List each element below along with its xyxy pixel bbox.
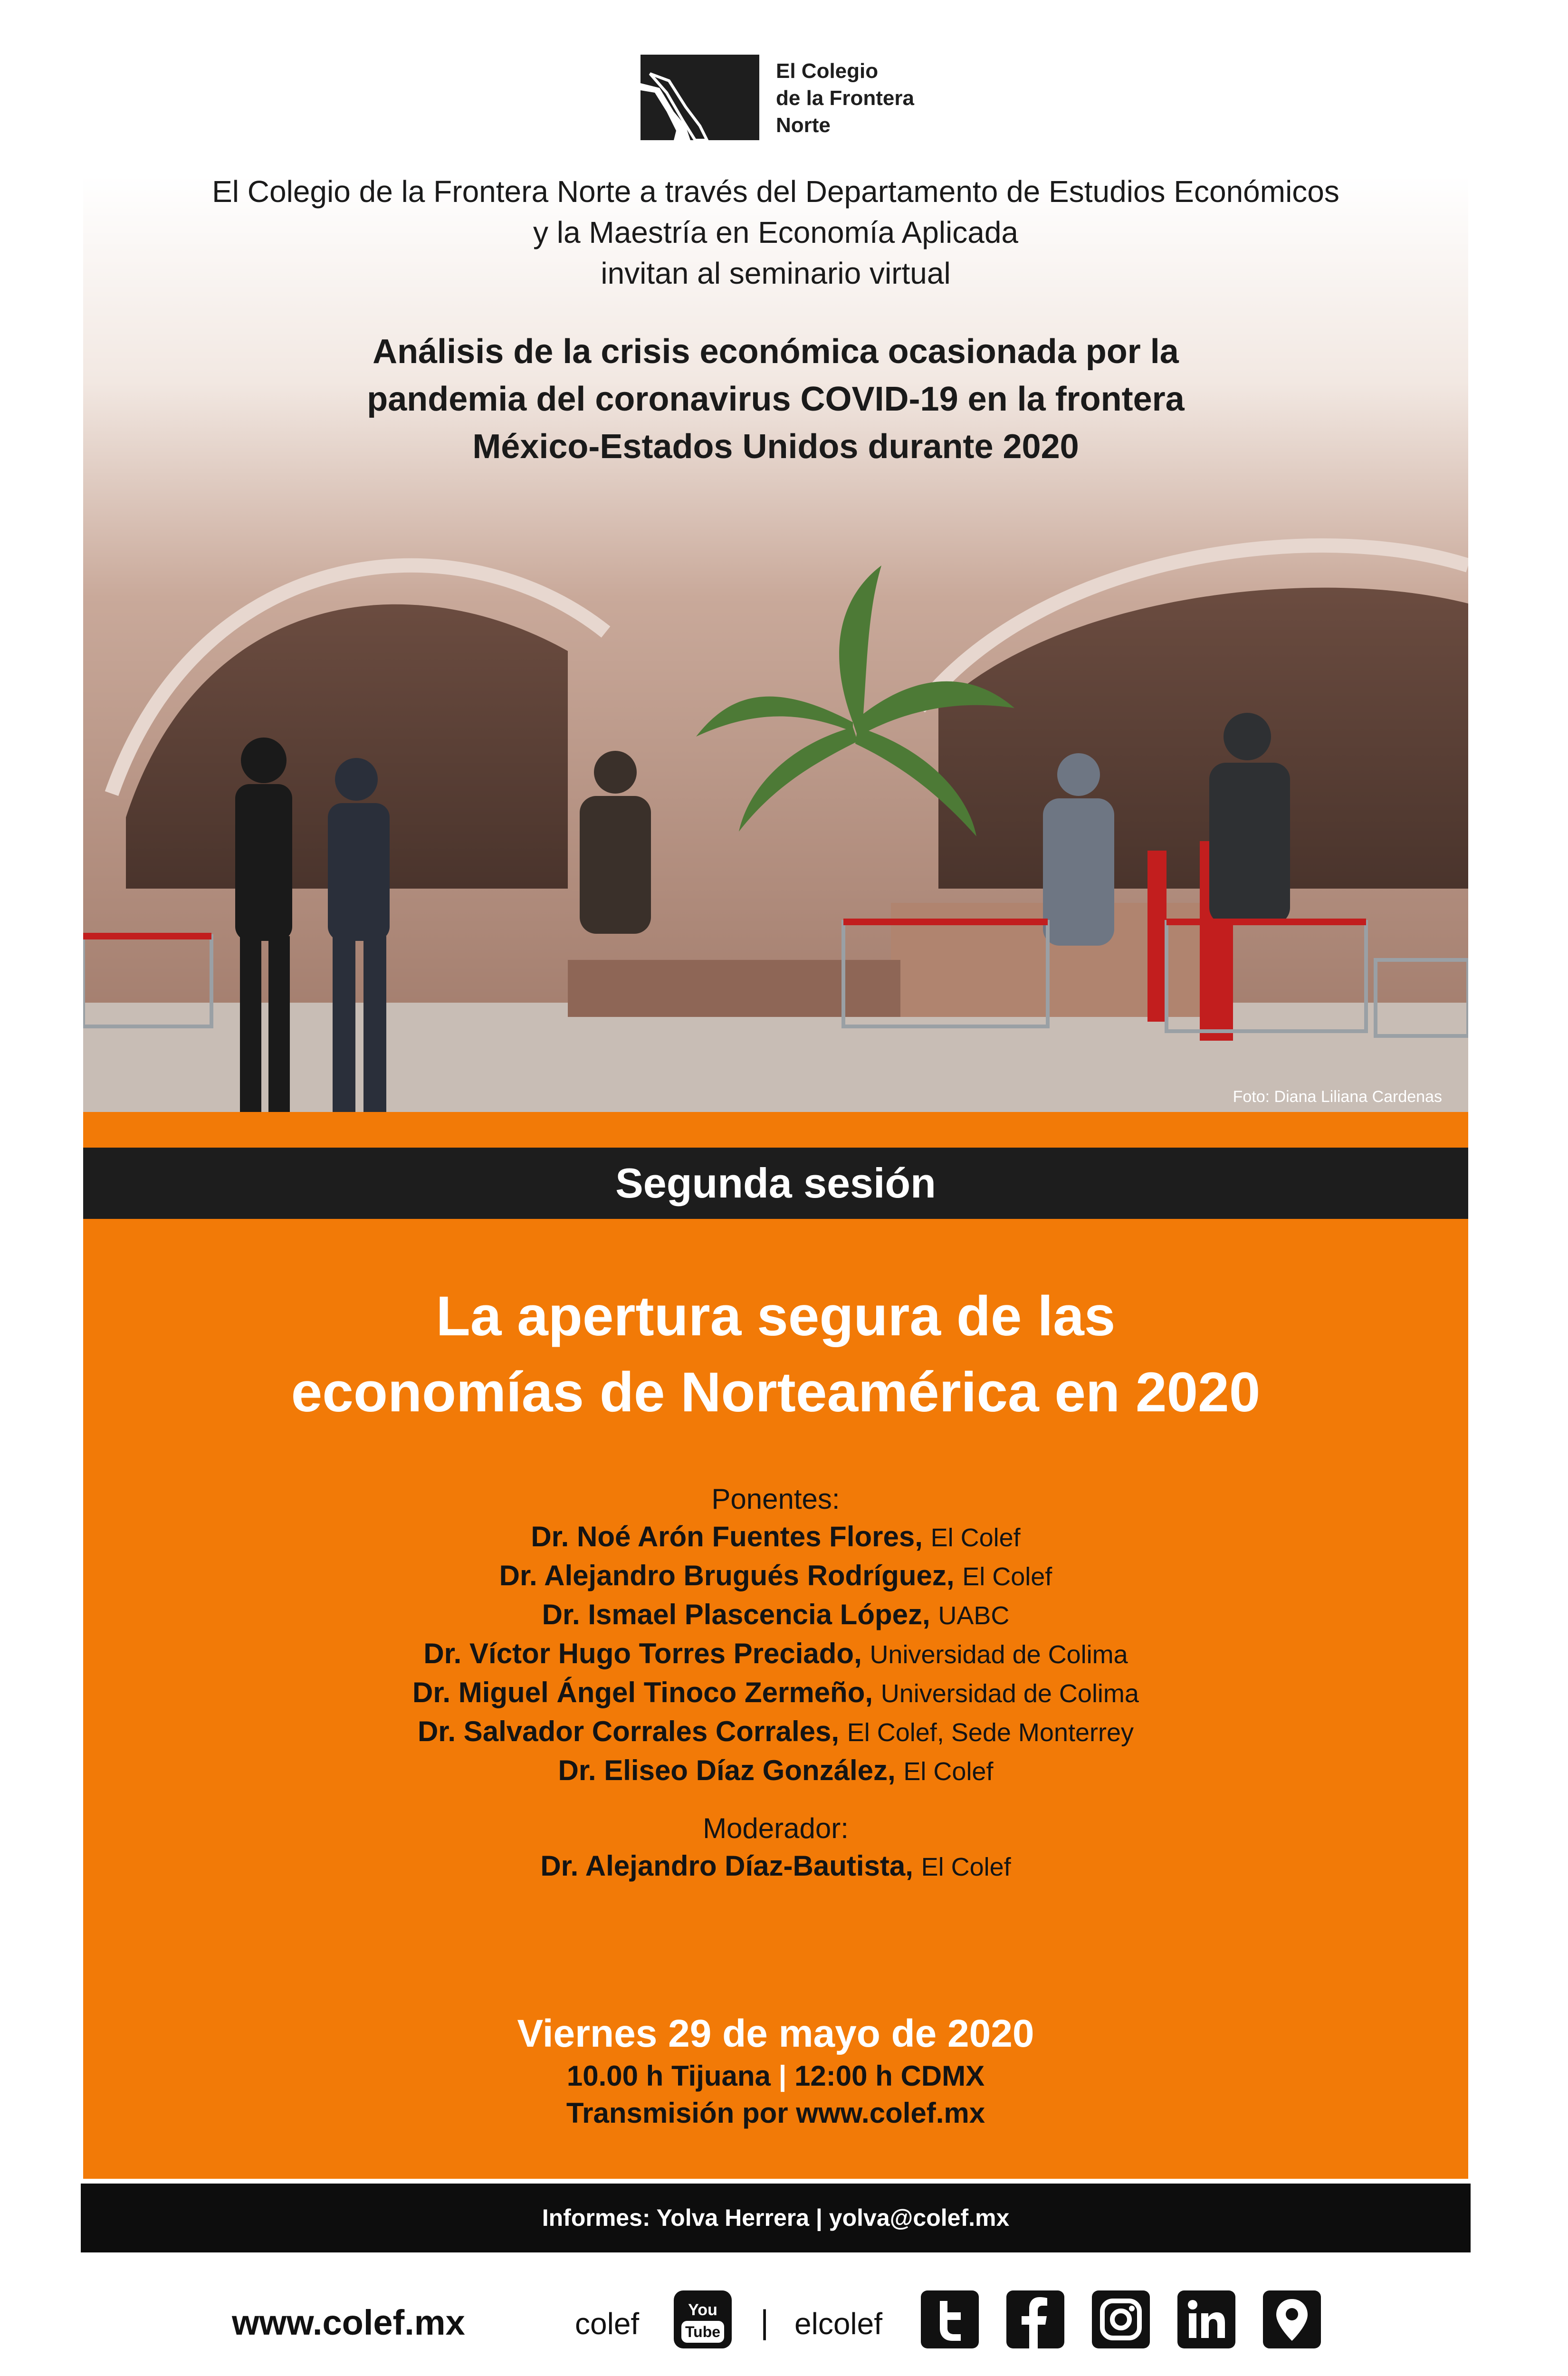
intro-text	[83, 171, 1468, 294]
footer-separator: |	[760, 2303, 769, 2340]
speaker-name: Dr. Ismael Plascencia López,	[542, 1599, 930, 1630]
intro-line-2: y la Maestría en Economía Aplicada	[533, 215, 1018, 249]
speaker-name: Dr. Noé Arón Fuentes Flores,	[531, 1521, 923, 1552]
logo-line-1: El Colegio	[776, 59, 879, 83]
youtube-icon-text-top: You	[688, 2301, 717, 2319]
speaker-row	[83, 1596, 1468, 1635]
speaker-row	[83, 1557, 1468, 1596]
speaker-name: Dr. Alejandro Brugués Rodríguez,	[499, 1560, 955, 1591]
location-pin-icon[interactable]	[1263, 2290, 1321, 2348]
speaker-row	[83, 1713, 1468, 1752]
speakers-list	[83, 1480, 1468, 1886]
speaker-name: Dr. Miguel Ángel Tinoco Zermeño,	[412, 1677, 873, 1708]
event-stream: Transmisión por www.colef.mx	[566, 2097, 985, 2129]
colef-logo	[641, 55, 926, 143]
info-contact: Informes: Yolva Herrera | yolva@colef.mx	[542, 2204, 1010, 2231]
seminar-title-line-3: México-Estados Unidos durante 2020	[472, 428, 1079, 466]
time-tijuana: 10.00 h Tijuana	[566, 2060, 771, 2092]
speaker-row	[83, 1518, 1468, 1557]
youtube-icon-text-bottom: Tube	[685, 2323, 721, 2340]
session-title-line-1: La apertura segura de las	[436, 1285, 1116, 1348]
colef-logo-text	[776, 57, 914, 139]
logo-line-3: Norte	[776, 114, 831, 137]
speaker-row	[83, 1635, 1468, 1674]
speaker-name: Dr. Salvador Corrales Corrales,	[417, 1715, 840, 1747]
seminar-title-line-1: Análisis de la crisis económica ocasionada por la	[373, 333, 1179, 371]
intro-line-3: invitan al seminario virtual	[601, 256, 951, 290]
speaker-affiliation: El Colef	[930, 1523, 1021, 1552]
speakers-label: Ponentes:	[711, 1483, 840, 1515]
speaker-affiliation: UABC	[938, 1601, 1010, 1630]
speaker-affiliation: El Colef	[962, 1562, 1052, 1591]
linkedin-icon[interactable]	[1177, 2290, 1235, 2348]
footer-website-link[interactable]: www.colef.mx	[232, 2303, 465, 2342]
speaker-affiliation: El Colef	[903, 1757, 994, 1786]
event-date: Viernes 29 de mayo de 2020	[517, 2012, 1034, 2055]
speaker-row	[83, 1674, 1468, 1713]
seminar-title-line-2: pandemia del coronavirus COVID-19 en la frontera	[367, 380, 1185, 418]
speaker-affiliation: Universidad de Colima	[880, 1679, 1139, 1708]
facebook-icon[interactable]	[1006, 2290, 1064, 2348]
seminar-title	[83, 328, 1468, 470]
logo-line-2: de la Frontera	[776, 86, 914, 110]
speaker-name: Dr. Eliseo Díaz González,	[558, 1754, 896, 1786]
colef-logo-mark	[641, 55, 759, 140]
twitter-icon[interactable]	[921, 2290, 979, 2348]
moderator-block	[83, 1810, 1468, 1886]
moderator-label: Moderador:	[703, 1812, 849, 1844]
time-cdmx: 12:00 h CDMX	[794, 2060, 985, 2092]
moderator-row	[83, 1847, 1468, 1886]
footer-youtube-handle[interactable]: colef	[575, 2307, 640, 2341]
footer-social-handle[interactable]: elcolef	[794, 2307, 882, 2341]
speaker-name: Dr. Víctor Hugo Torres Preciado,	[423, 1638, 862, 1669]
event-time	[83, 2058, 1468, 2095]
speaker-row	[83, 1752, 1468, 1791]
speaker-affiliation: El Colef, Sede Monterrey	[847, 1718, 1134, 1747]
header-photo	[83, 176, 1468, 1112]
session-title	[83, 1278, 1468, 1430]
youtube-icon[interactable]	[674, 2290, 732, 2348]
session-label: Segunda sesión	[615, 1159, 936, 1207]
session-title-line-2: economías de Norteamérica en 2020	[291, 1361, 1261, 1424]
moderator-affiliation: El Colef	[921, 1853, 1011, 1881]
photo-illustration	[83, 176, 1468, 1112]
speaker-affiliation: Universidad de Colima	[870, 1640, 1128, 1669]
intro-line-1: El Colegio de la Frontera Norte a través del Departamento de Estudios Económicos	[212, 174, 1339, 209]
photo-credit: Foto: Diana Liliana Cardenas	[1233, 1088, 1442, 1106]
instagram-icon[interactable]	[1092, 2290, 1150, 2348]
time-separator: |	[778, 2060, 787, 2092]
moderator-name: Dr. Alejandro Díaz-Bautista,	[540, 1850, 913, 1882]
